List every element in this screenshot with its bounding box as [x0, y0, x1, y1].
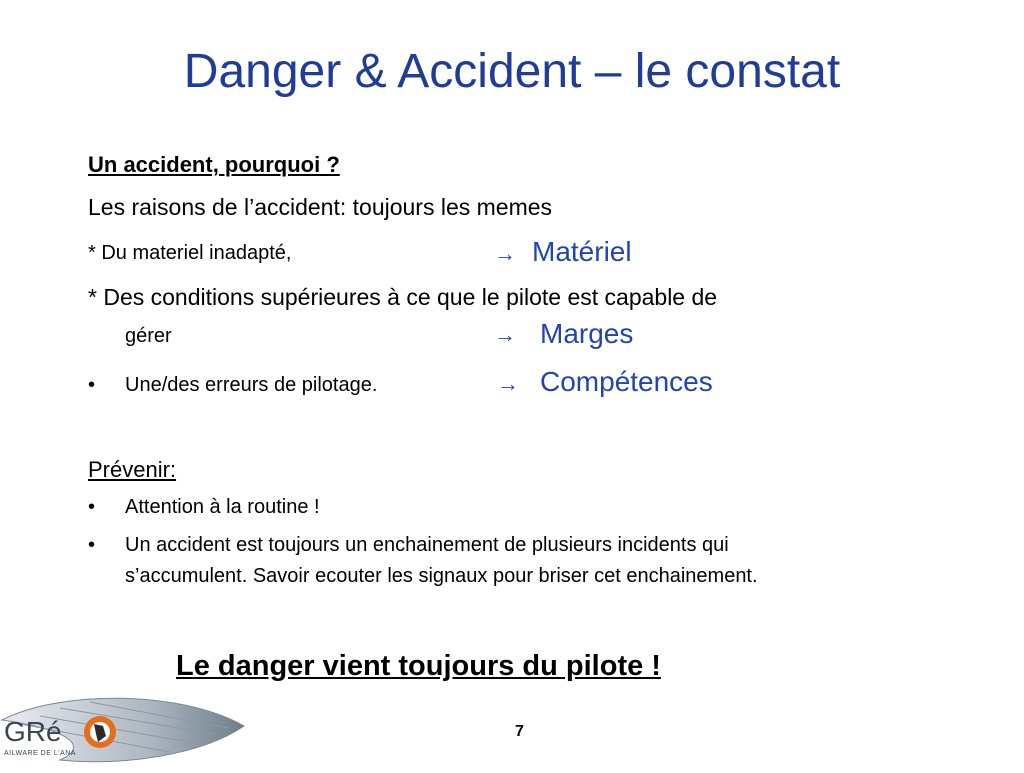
section-heading-prevent: Prévenir:	[88, 457, 177, 482]
slide-title: Danger & Accident – le constat	[183, 45, 841, 98]
item-competences-text: Une/des erreurs de pilotage.	[125, 374, 378, 396]
prevent-item-chain-line2: s’accumulent. Savoir ecouter les signaux pour briser cet enchainement.	[125, 565, 758, 587]
item-marges-text-line2: gérer	[125, 325, 172, 347]
item-materiel-result: Matériel	[532, 236, 632, 267]
bullet-icon: •	[88, 374, 96, 396]
item-marges-result: Marges	[540, 318, 634, 349]
prevent-item-chain-line1: Un accident est toujours un enchainement de plusieurs incidents qui	[125, 534, 729, 556]
item-materiel-text: * Du materiel inadapté,	[88, 242, 292, 264]
bullet-icon: •	[88, 496, 96, 518]
wing-logo-icon	[0, 686, 250, 768]
item-marges-text-line1: * Des conditions supérieures à ce que le pilote est capable de	[88, 284, 718, 310]
item-competences-result: Compétences	[540, 366, 713, 397]
arrow-icon: →	[494, 241, 516, 266]
conclusion-statement: Le danger vient toujours du pilote !	[176, 650, 661, 682]
arrow-icon: →	[497, 371, 519, 396]
intro-line: Les raisons de l’accident: toujours les memes	[88, 194, 553, 220]
arrow-icon: →	[494, 322, 516, 347]
logo-subtext: AILWARE DE L'ANA	[4, 750, 76, 757]
page-number: 7	[515, 723, 524, 740]
bullet-icon: •	[88, 534, 96, 556]
section-heading-why: Un accident, pourquoi ?	[88, 152, 340, 177]
logo-text: GRé	[4, 716, 62, 747]
prevent-item-routine: Attention à la routine !	[125, 496, 320, 518]
